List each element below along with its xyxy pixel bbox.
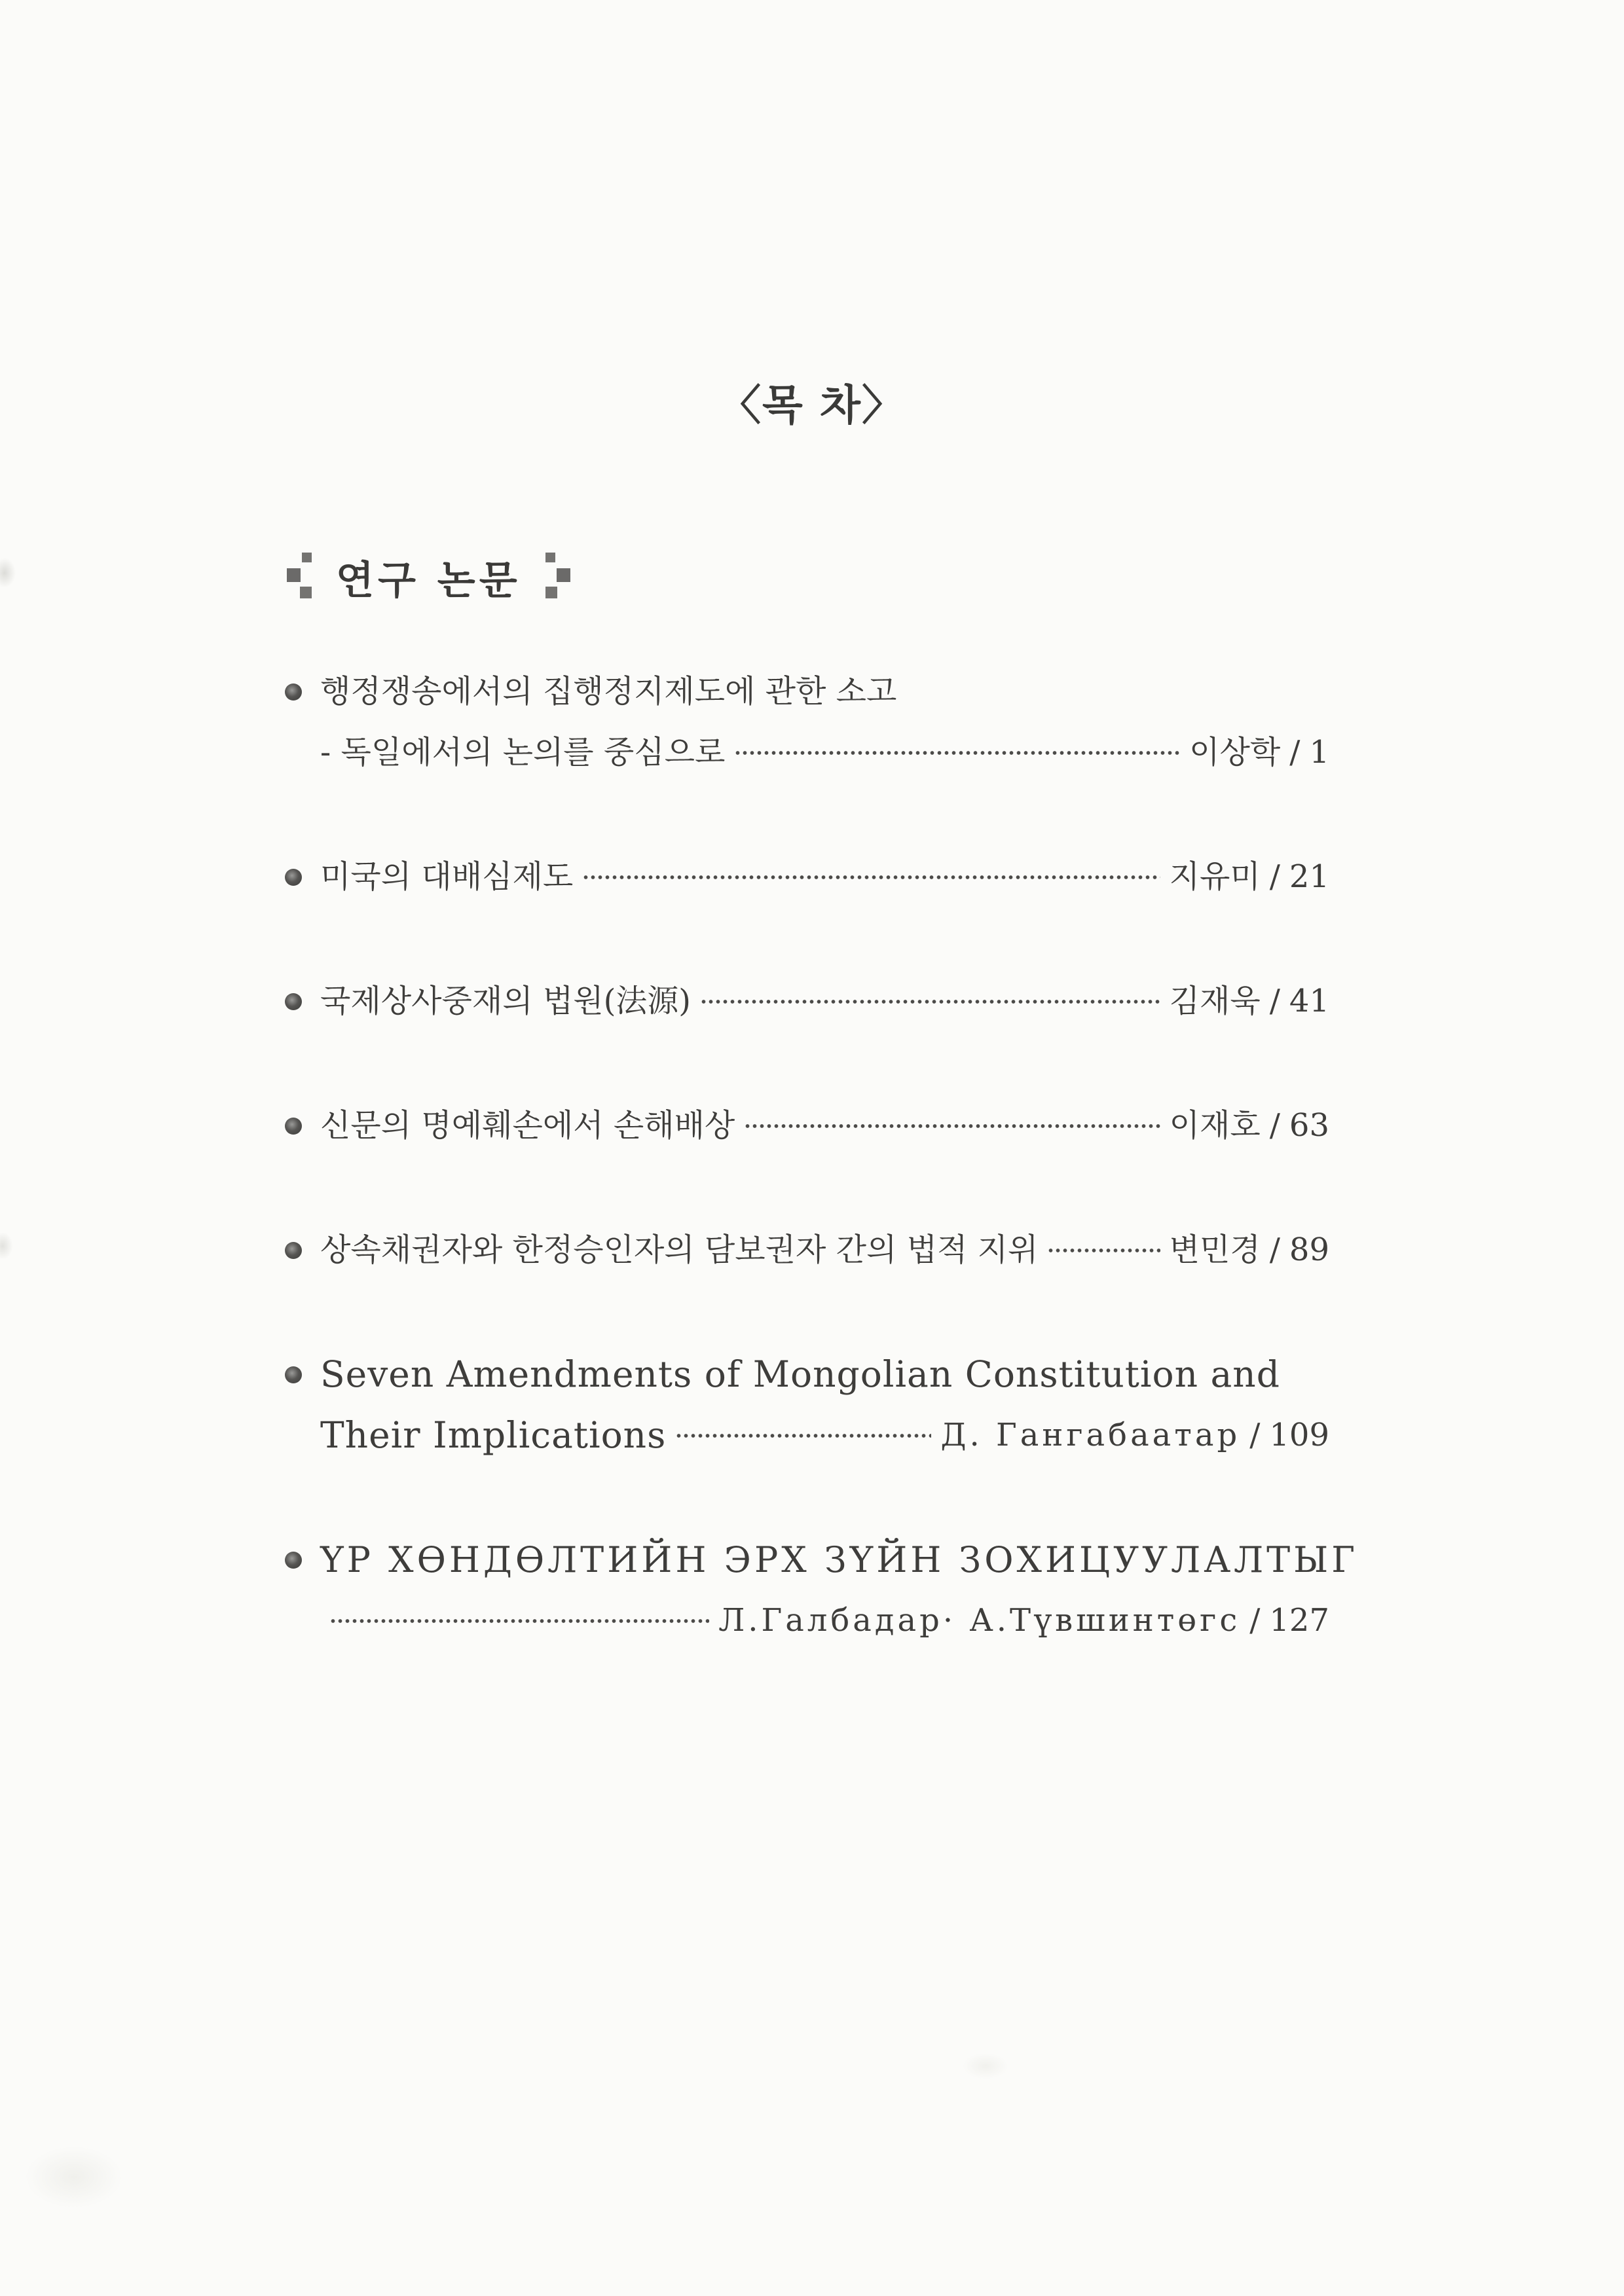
entry-author: Д. Гангабаатар <box>940 1417 1241 1453</box>
scan-artifact <box>25 2146 123 2208</box>
entry-page-number: 63 <box>1289 1107 1329 1144</box>
bullet-icon <box>285 869 302 886</box>
entry-author: 이재호 <box>1169 1107 1261 1144</box>
dot-leader <box>329 1605 709 1637</box>
entry-author: 김재욱 <box>1169 983 1261 1019</box>
slash-separator: / <box>1269 1107 1280 1144</box>
scan-artifact <box>963 2053 1008 2079</box>
entry-page-number: 127 <box>1269 1602 1329 1639</box>
page-title: 〈목 차〉 <box>719 381 905 430</box>
entry-ref <box>1170 1108 1329 1144</box>
toc-entry <box>285 674 1329 771</box>
slash-separator: / <box>1289 734 1301 771</box>
toc-entry <box>285 1108 1329 1144</box>
dot-leader <box>700 986 1160 1017</box>
entry-ref <box>1170 1232 1329 1268</box>
slash-separator: / <box>1269 1231 1280 1268</box>
entry-title: 상속채권자와 한정승인자의 담보권자 간의 법적 지위 <box>320 1231 1039 1268</box>
slash-separator: / <box>1269 983 1280 1019</box>
ornament-right-icon <box>541 550 572 605</box>
bullet-icon <box>285 1552 302 1569</box>
entry-page-number: 89 <box>1289 1231 1329 1268</box>
slash-separator: / <box>1249 1602 1261 1639</box>
toc-entry <box>285 859 1329 895</box>
entry-title: 국제상사중재의 법원(法源) <box>320 983 692 1019</box>
section-header <box>285 550 1329 605</box>
entry-subtitle: - 독일에서의 논의를 중심으로 <box>320 734 726 771</box>
toc-entry <box>285 1353 1329 1456</box>
entry-page-number: 1 <box>1309 734 1329 771</box>
entry-page-number: 41 <box>1289 983 1329 1019</box>
entry-author: 변민경 <box>1169 1231 1261 1268</box>
bullet-icon <box>285 1118 302 1135</box>
bullet-icon <box>285 683 302 701</box>
section-title: 연구 논문 <box>336 558 521 604</box>
entry-ref <box>940 1417 1329 1453</box>
entry-title: 신문의 명예훼손에서 손해배상 <box>320 1107 735 1144</box>
toc-entry <box>285 1539 1359 1639</box>
entry-ref <box>718 1603 1329 1639</box>
entry-author: 지유미 <box>1169 858 1261 895</box>
entry-ref <box>1189 735 1329 771</box>
entry-author: Л.Галбадар· А.Түвшинтөгс <box>718 1602 1241 1639</box>
toc-entry <box>285 983 1329 1019</box>
bullet-icon <box>285 1242 302 1259</box>
slash-separator: / <box>1249 1417 1261 1453</box>
dot-leader <box>744 1110 1160 1142</box>
toc-list <box>285 673 1359 1639</box>
entry-ref <box>1170 859 1329 895</box>
entry-subtitle: Their Implications <box>320 1414 667 1456</box>
entry-title: 미국의 대배심제도 <box>320 858 574 895</box>
dot-leader <box>582 862 1160 893</box>
slash-separator: / <box>1269 858 1280 895</box>
entry-page-number: 109 <box>1269 1417 1329 1453</box>
bullet-icon <box>285 993 302 1010</box>
entry-title: ҮР ХӨНДӨЛТИЙН ЭРХ ЗҮЙН ЗОХИЦУУЛАЛТЫГ <box>320 1539 1359 1580</box>
entry-ref <box>1170 983 1329 1019</box>
entry-title: Seven Amendments of Mongolian Constitution and <box>320 1353 1280 1395</box>
dot-leader <box>1047 1235 1160 1266</box>
entry-title: 행정쟁송에서의 집행정지제도에 관한 소고 <box>320 673 897 710</box>
entry-page-number: 21 <box>1289 858 1329 895</box>
dot-leader <box>675 1420 931 1451</box>
toc-entry <box>285 1232 1329 1268</box>
bullet-icon <box>285 1366 302 1383</box>
dot-leader <box>734 737 1180 769</box>
entry-author: 이상학 <box>1189 734 1281 771</box>
ornament-left-icon <box>285 550 316 605</box>
